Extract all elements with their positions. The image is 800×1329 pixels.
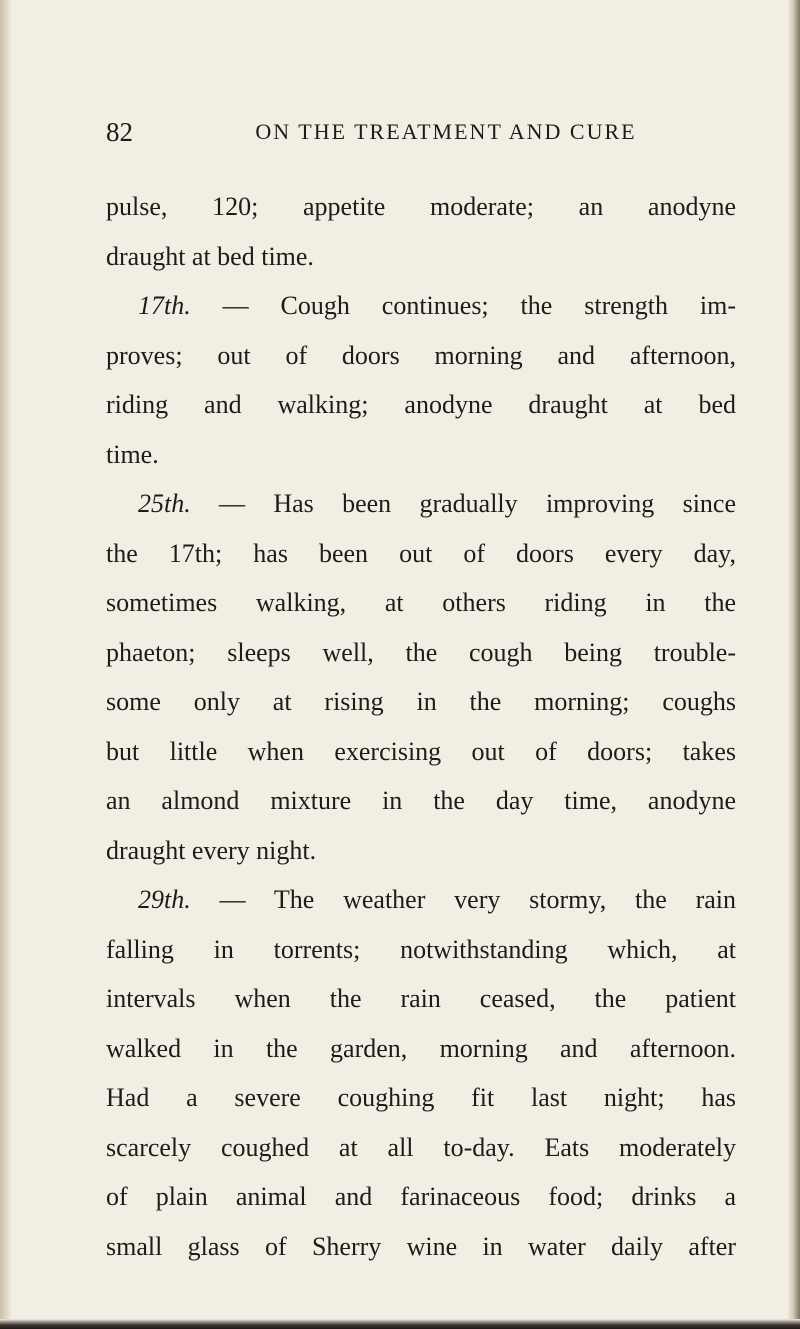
entry-lead-text: — Has been gradually improving since	[190, 489, 736, 518]
page-number: 82	[106, 117, 133, 147]
text-line: draught every night.	[106, 835, 317, 865]
diary-entry-start	[106, 479, 736, 529]
text-line: Had a severe coughing fit last night; has	[106, 1083, 736, 1112]
entry-date: 25th.	[138, 489, 191, 518]
text-line: time.	[106, 439, 159, 469]
text-line: draught at bed time.	[106, 241, 314, 271]
entry-date: 17th.	[138, 291, 191, 320]
page-edge	[788, 0, 800, 1329]
text-line: but little when exercising out of doors; takes	[106, 736, 736, 766]
text-line: small glass of Sherry wine in water daily after	[106, 1231, 736, 1261]
text-line: falling in torrents; notwithstanding which, at	[106, 934, 736, 964]
body-text	[106, 182, 736, 1271]
entry-lead-text: — Cough continues; the strength im-	[190, 291, 736, 320]
text-line: of plain animal and farinaceous food; drinks a	[106, 1182, 736, 1211]
text-line: sometimes walking, at others riding in the	[106, 588, 736, 617]
text-line: intervals when the rain ceased, the patient	[106, 984, 736, 1013]
text-line: proves; out of doors morning and afternoon,	[106, 340, 736, 370]
page-bottom-edge	[0, 1319, 800, 1329]
entry-lead-text: — The weather very stormy, the rain	[190, 885, 736, 914]
text-line: some only at rising in the morning; coughs	[106, 687, 736, 716]
page-header	[106, 112, 736, 152]
text-line: phaeton; sleeps well, the cough being trouble-	[106, 637, 736, 667]
text-line: scarcely coughed at all to-day. Eats moderately	[106, 1132, 736, 1162]
text-line: an almond mixture in the day time, anodyne	[106, 786, 736, 815]
entry-date: 29th.	[138, 885, 191, 914]
page-gutter	[0, 0, 12, 1329]
diary-entry-start	[106, 875, 736, 925]
text-line: the 17th; has been out of doors every day,	[106, 538, 736, 568]
running-head: ON THE TREATMENT AND CURE	[255, 119, 637, 144]
text-line: walked in the garden, morning and afternoon.	[106, 1033, 736, 1063]
text-line: pulse, 120; appetite moderate; an anodyne	[106, 192, 736, 221]
diary-entry-start	[106, 281, 736, 331]
text-line: riding and walking; anodyne draught at bed	[106, 390, 736, 419]
